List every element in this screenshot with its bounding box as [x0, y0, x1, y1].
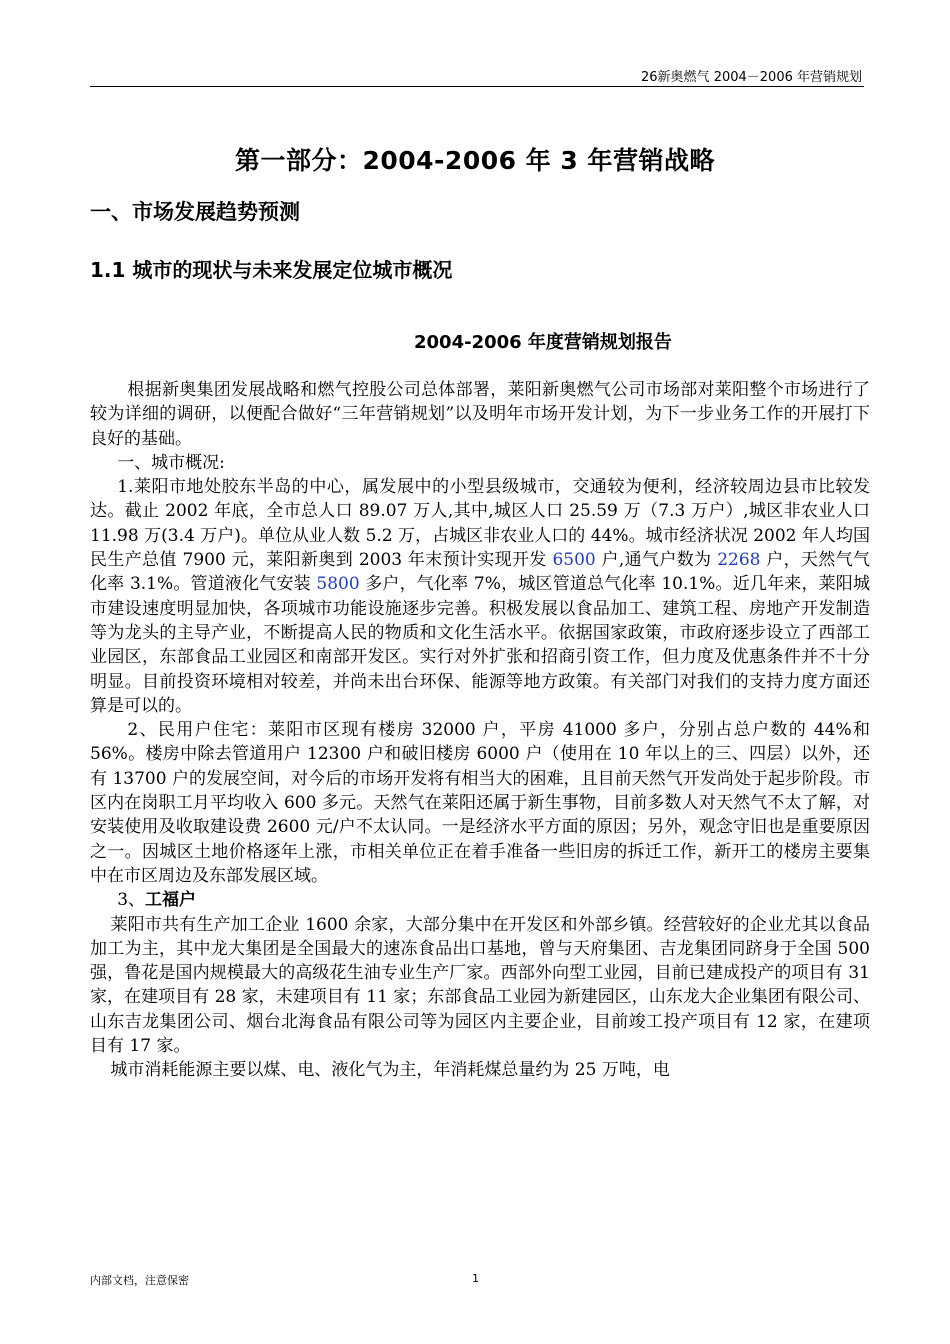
p1-text-d: 多户，气化率 7%，城区管道总气化率 10.1%。近几年来，莱阳城市建设速度明显加快，各项城市功能设施逐步完善。积极发展以食品加工、建筑工程、房地产开发制造等为龙头的主导产业，不断提高人民的物质和文化生活水平。依据国家政策，市政府逐步设立了西部工业园区，东部食品工业园区和南部开发区。实行对外扩张和招商引资工作，但力度及优惠条件并不十分明显。目前投资环境相对较差，并尚未出台环保、能源等地方政策。有关部门对我们的支持力度方面还算是可以的。 [90, 574, 870, 716]
paragraph-energy: 城市消耗能源主要以煤、电、液化气为主，年消耗煤总量约为 25 万吨，电 [110, 1060, 670, 1081]
paragraph-heading-3 [90, 888, 870, 912]
page-header-title: 26新奥燃气 2004－2006 年营销规划 [641, 70, 862, 85]
developed-households-value: 6500 [552, 550, 596, 571]
footer-confidential-note: 内部文档，注意保密 [90, 1274, 189, 1287]
paragraph-residential: 2、民用户住宅：莱阳市区现有楼房 32000 户，平房 41000 多户，分别占总户数的 44%和 56%。楼房中除去管道用户 12300 户和破旧楼房 6000 户（使用在 10 年以上的三、四层）以外，还有 13700 户的发展空间，对今后的市场开发将有相当大的困难，且目前天然气开发尚处于起步阶段。市区内在岗职工月平均收入 600 多元。天然气在莱阳还属于新生事物，目前多数人对天然气不太了解，对安装使用及收取建设费 2600 元/户不太认同。一是经济水平方面的原因；另外，观念守旧也是重要原因之一。因城区土地价格逐年上涨，市相关单位正在着手准备一些旧房的拆迁工作，新开工的楼房主要集中在市区周边及东部发展区域。 [90, 720, 870, 886]
lpg-installations-value: 5800 [316, 574, 360, 595]
document-title: 第一部分：2004-2006 年 3 年营销战略 [234, 146, 716, 175]
p1-text-b: 户,通气户数为 [595, 550, 718, 571]
p1-text-c: 户，天然气气化率 3.1%。管道液化气安装 [90, 550, 871, 595]
report-title: 2004-2006 年度营销规划报告 [414, 332, 672, 353]
document-body [90, 378, 870, 1083]
p3-heading: 工福户 [145, 890, 197, 911]
intro-paragraph: 根据新奥集团发展战略和燃气控股公司总体部署，莱阳新奥燃气公司市场部对莱阳整个市场进行了较为详细的调研，以便配合做好“三年营销规划”以及明年市场开发计划，为下一步业务工作的开展打下良好的基础。 [90, 380, 870, 449]
paragraph-city-overview [90, 475, 870, 718]
header-divider [90, 86, 864, 87]
section-heading: 一、市场发展趋势预测 [90, 200, 300, 224]
p1-text-a: 1.莱阳市地处胶东半岛的中心，属发展中的小型县级城市，交通较为便利，经济较周边县市比较发达。截止 2002 年底，全市总人口 89.07 万人,其中,城区人口 25.59 万（7.3 万户）,城区非农业人口 11.98 万(3.4 万户)。单位从业人数 5.2 万，占城区非农业人口的 44%。城市经济状况 2002 年人均国民生产总值 7900 元，莱阳新奥到 2003 年末预计实现开发 [90, 477, 870, 571]
page-number: 1 [472, 1272, 479, 1285]
connected-households-value: 2268 [717, 550, 761, 571]
subsection-heading: 1.1 城市的现状与未来发展定位城市概况 [90, 258, 453, 282]
city-overview-label: 一、城市概况: [117, 452, 225, 473]
p3-number: 3、 [117, 890, 146, 911]
paragraph-industry: 莱阳市共有生产加工企业 1600 余家，大部分集中在开发区和外部乡镇。经营较好的企业尤其以食品加工为主，其中龙大集团是全国最大的速冻食品出口基地，曾与天府集团、吉龙集团同跻身于全国 500 强，鲁花是国内规模最大的高级花生油专业生产厂家。西部外向型工业园，目前已建成投产的项目有 31 家，在建项目有 28 家，未建项目有 11 家；东部食品工业园为新建园区，山东龙大企业集团有限公司、山东吉龙集团公司、烟台北海食品有限公司等为园区内主要企业，目前竣工投产项目有 12 家，在建项目有 17 家。 [90, 914, 870, 1057]
